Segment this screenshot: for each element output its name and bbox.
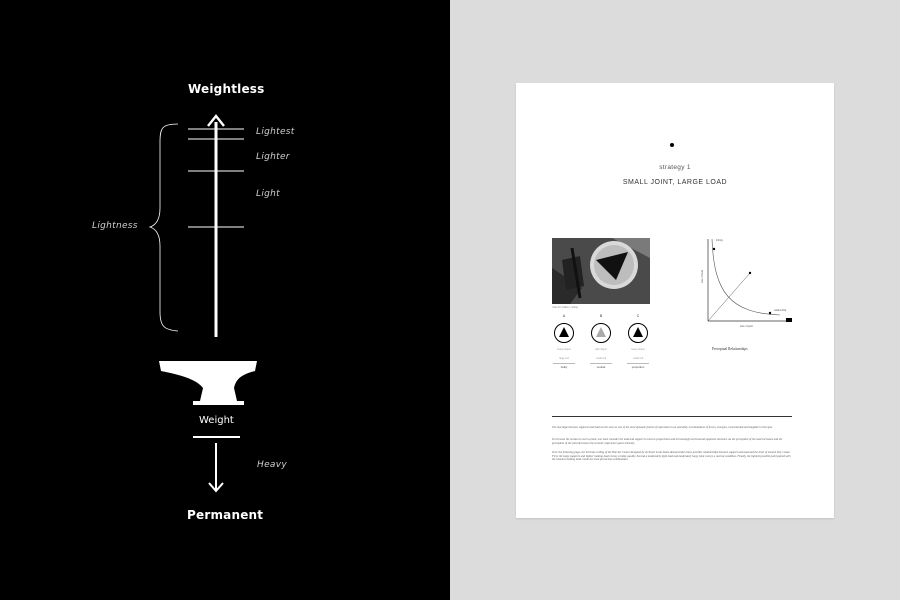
lightness-brace-icon: [150, 124, 178, 331]
circle-letter: B: [599, 314, 603, 318]
triangle-in-circle-icon: [628, 323, 648, 343]
ceiling-photo-graphic: [552, 238, 650, 304]
graph-x-label: size of joint: [740, 325, 753, 328]
anvil-icon: [159, 361, 257, 405]
light-label: Light: [256, 189, 280, 199]
lighter-label: Lighter: [256, 152, 290, 162]
graph-top-note: infinity: [716, 239, 723, 242]
body-paragraph-2: To increase the tension in such a point, one must consider the load and support to inverse proportions and increasingly tend towards opposite extremes. As the perception of the load increases and the perception of the joint decreases the tectonic experience gains intensity.: [552, 437, 783, 445]
circle-divider: [553, 363, 575, 364]
weight-label: Weight: [199, 415, 234, 426]
circle-note-2: small cell: [596, 357, 606, 360]
graph-curve: [712, 239, 780, 315]
document-panel: [450, 0, 900, 600]
document-page: [516, 83, 834, 518]
triangle-in-circle-icon: [554, 323, 574, 343]
page-marker-dot: [670, 143, 674, 147]
circle-divider: [627, 363, 649, 364]
graph-caption: Perceptual Relationships: [712, 347, 748, 351]
strategy-label: strategy 1: [659, 164, 691, 171]
circle-note-1: heavy object: [557, 348, 571, 351]
circle-option-a: [546, 314, 582, 369]
triangle-icon: [559, 327, 569, 337]
circle-letter: A: [562, 314, 566, 318]
circle-note-2: large cell: [559, 357, 569, 360]
circle-option-c: [620, 314, 656, 369]
triangle-icon: [596, 327, 606, 337]
body-paragraph-1: The marriage between supports and load can be seen as one of the most dynamic points of expression in an assembly. A culmination of forces, energies, concentrated and tangible in this spot.: [552, 425, 773, 429]
lightness-label: Lightness: [92, 221, 138, 231]
circle-divider: [590, 363, 612, 364]
triangle-in-circle-icon: [591, 323, 611, 343]
graph-y-label: size of load: [701, 269, 704, 283]
lightest-label: Lightest: [256, 127, 295, 137]
circle-option-b: [583, 314, 619, 369]
photo-caption: Yale Art Gallery ceiling: [552, 306, 578, 309]
triangle-icon: [633, 327, 643, 337]
circle-note-2: small cell: [633, 357, 643, 360]
circle-note-1: light object: [595, 348, 607, 351]
permanent-label: Permanent: [187, 508, 264, 522]
circle-name: neutral: [596, 365, 606, 369]
document-title: SMALL JOINT, LARGE LOAD: [622, 179, 728, 186]
ceiling-photo: [552, 238, 650, 304]
graph-right-note: relationship: [774, 309, 787, 312]
circle-note-1: heavy object: [631, 348, 645, 351]
circle-name: bulky: [560, 365, 568, 369]
heavy-label: Heavy: [257, 460, 287, 470]
circle-letter: C: [636, 314, 640, 318]
perceptual-graph: [700, 233, 800, 328]
circle-name: proportion: [631, 365, 645, 369]
body-paragraph-3: Over the following page, the intricate ceiling of the Yale Art Center designed by architect Louis Kahn demonstrates three possible relationships between support and load and the level of tension they create. First, the large supports and lighter looking load convey a bulky quality. Second a moderately light load and moderately large joint convey a neutral condition. Finally, the lightest possible point paired with the heaviest looking load create the most precarious combination.: [552, 450, 791, 462]
graph-diagonal: [708, 273, 750, 321]
section-rule: [552, 416, 792, 417]
weightless-label: Weightless: [188, 82, 265, 96]
